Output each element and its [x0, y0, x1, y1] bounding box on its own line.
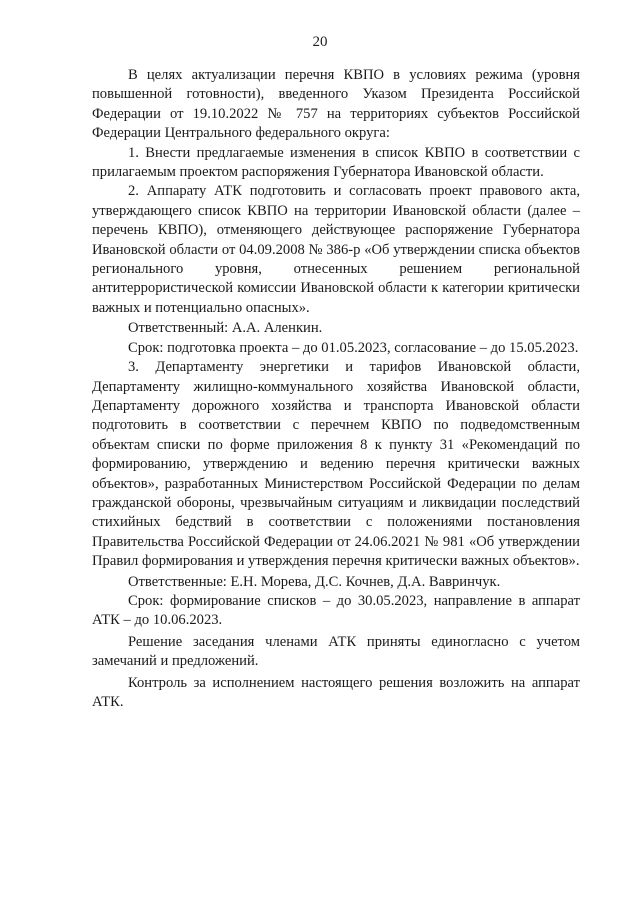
- item-3-responsible: Ответственные: Е.Н. Морева, Д.С. Кочнев, Д.А. Вавринчук.: [128, 573, 501, 590]
- decision-paragraph: Решение заседания членами АТК приняты единогласно с учетом замечаний и предложений.: [92, 633, 580, 670]
- document-body: [92, 66, 580, 712]
- item-2-paragraph: 2. Аппарату АТК подготовить и согласовать проект правового акта, утверждающего список КВПО на территории Ивановской области (далее – перечень КВПО), отменяющего действующее распоряжение Губернатора Ивановской области от 04.09.2008 № 386-р «Об утверждении списка объектов регионального уровня, отнесенных решением региональной антитеррористической комиссии Ивановской области к категории критически важных и потенциально опасных».: [92, 183, 580, 316]
- item-1-paragraph: 1. Внести предлагаемые изменения в список КВПО в соответствии с прилагаемым проектом распоряжения Губернатора Ивановской области.: [92, 144, 580, 181]
- intro-paragraph: В целях актуализации перечня КВПО в условиях режима (уровня повышенной готовности), введенного Указом Президента Российской Федерации от 19.10.2022 № 757 на территориях субъектов Российской Федерации Центрального федерального округа:: [92, 67, 580, 142]
- item-3-paragraph: 3. Департаменту энергетики и тарифов Ивановской области, Департаменту жилищно-коммунального хозяйства Ивановской области, Департаменту дорожного хозяйства и транспорта Ивановской области подготовить в соответствии с перечнем КВПО по подведомственным объектам списки по форме приложения 8 к пункту 31 «Рекомендаций по формированию, утверждению и ведению перечня критически важных объектов», разработанных Министерством Российской Федерации по делам гражданской обороны, чрезвычайным ситуациям и ликвидации последствий стихийных бедствий в соответствии с положениями постановления Правительства Российской Федерации от 24.06.2021 № 981 «Об утверждении Правил формирования и утверждения перечня критически важных объектов».: [92, 359, 580, 570]
- item-3-deadline: Срок: формирование списков – до 30.05.2023, направление в аппарат АТК – до 10.06.2023.: [92, 592, 580, 629]
- page-number: 20: [312, 34, 328, 50]
- control-paragraph: Контроль за исполнением настоящего решения возложить на аппарат АТК.: [92, 674, 580, 710]
- item-2-responsible: Ответственный: А.А. Аленкин.: [128, 320, 323, 337]
- item-2-deadline: Срок: подготовка проекта – до 01.05.2023, согласование – до 15.05.2023.: [128, 339, 579, 356]
